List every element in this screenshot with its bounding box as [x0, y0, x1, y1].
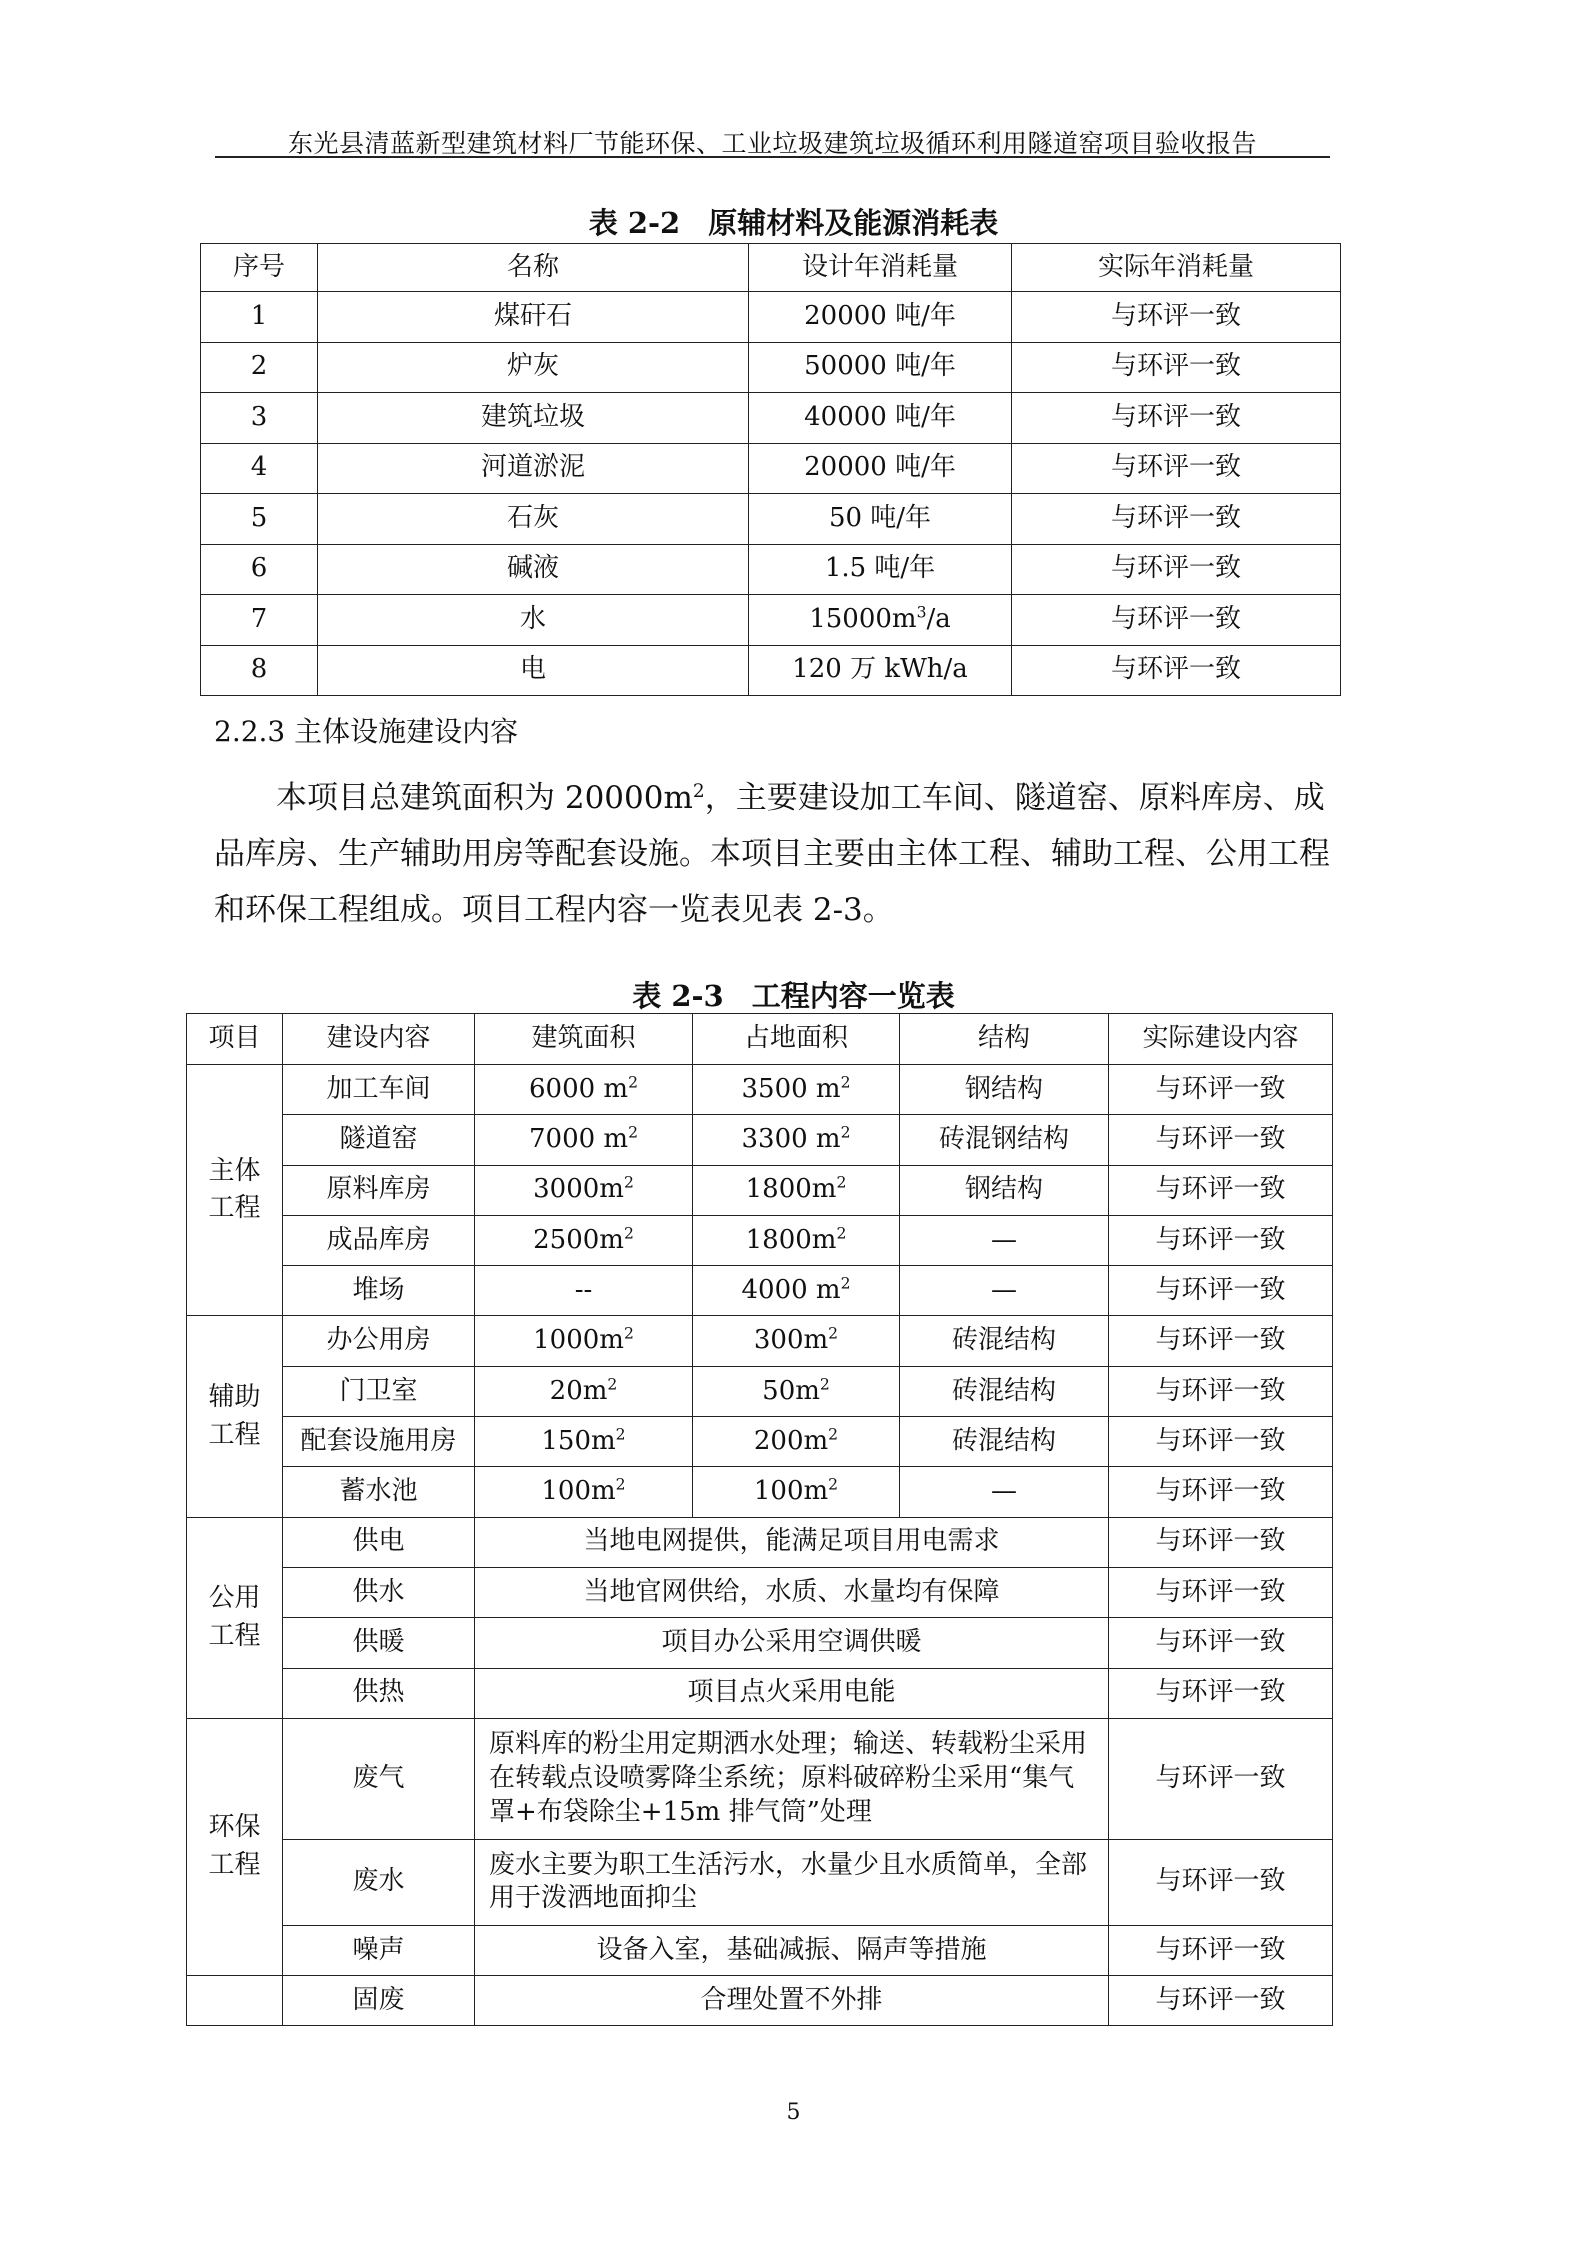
cell-structure: 砖混结构 [900, 1417, 1109, 1467]
cell-actual: 与环评一致 [1109, 1065, 1333, 1115]
cell-land-area: $50m^2$ [693, 1366, 900, 1416]
cell-description: 当地官网供给，水质、水量均有保障 [475, 1567, 1109, 1617]
cell-design: $15000m^3/a$ [749, 595, 1012, 646]
cell-actual: 与环评一致 [1109, 1316, 1333, 1366]
cell-actual: 与环评一致 [1109, 1115, 1333, 1165]
cell-actual: 与环评一致 [1109, 1215, 1333, 1265]
cell-build-area: $3000m^2$ [475, 1165, 693, 1215]
table-row [187, 1065, 1333, 1115]
caption-text: 原辅材料及能源消耗表 [708, 206, 999, 240]
cell-actual: 与环评一致 [1109, 1165, 1333, 1215]
cell-no: 6 [201, 544, 318, 595]
cell-no: 8 [201, 645, 318, 696]
cell-build-area: $2500m^2$ [475, 1215, 693, 1265]
cell-no: 2 [201, 342, 318, 393]
table-2-2 [200, 243, 1341, 696]
table-row [201, 544, 1341, 595]
cell-land-area: $1800m^2$ [693, 1165, 900, 1215]
cell-item: 隧道窑 [283, 1115, 475, 1165]
category-cell: 主体 工程 [187, 1065, 283, 1316]
cell-name: 炉灰 [318, 342, 749, 393]
table-2-3-caption [0, 974, 1587, 1015]
table-row [201, 645, 1341, 696]
cell-design: 1.5 吨/年 [749, 544, 1012, 595]
column-header: 实际建设内容 [1109, 1014, 1333, 1065]
cell-item: 堆场 [283, 1266, 475, 1316]
table-row [187, 1417, 1333, 1467]
column-header: 结构 [900, 1014, 1109, 1065]
cell-item: 加工车间 [283, 1065, 475, 1115]
cell-item: 供热 [283, 1668, 475, 1718]
cell-actual: 与环评一致 [1109, 1718, 1333, 1839]
cell-land-area: $300m^2$ [693, 1316, 900, 1366]
cell-no: 1 [201, 292, 318, 343]
cell-actual: 与环评一致 [1012, 595, 1341, 646]
column-header: 实际年消耗量 [1012, 244, 1341, 292]
cell-structure: 钢结构 [900, 1165, 1109, 1215]
cell-name: 建筑垃圾 [318, 393, 749, 444]
table-row [201, 342, 1341, 393]
cell-build-area: $1000m^2$ [475, 1316, 693, 1366]
cell-actual: 与环评一致 [1109, 1266, 1333, 1316]
cell-design: 20000 吨/年 [749, 443, 1012, 494]
cell-name: 电 [318, 645, 749, 696]
cell-actual: 与环评一致 [1109, 1417, 1333, 1467]
cell-structure: — [900, 1215, 1109, 1265]
cell-actual: 与环评一致 [1109, 1668, 1333, 1718]
table-row [187, 1517, 1333, 1567]
cell-name: 煤矸石 [318, 292, 749, 343]
cell-item: 蓄水池 [283, 1467, 475, 1517]
column-header: 设计年消耗量 [749, 244, 1012, 292]
column-header: 建设内容 [283, 1014, 475, 1065]
cell-build-area: 6000 $m^2$ [475, 1065, 693, 1115]
cell-item: 废气 [283, 1718, 475, 1839]
cell-description: 项目办公采用空调供暖 [475, 1618, 1109, 1668]
cell-description: 当地电网提供，能满足项目用电需求 [475, 1517, 1109, 1567]
cell-name: 水 [318, 595, 749, 646]
cell-build-area: $150m^2$ [475, 1417, 693, 1467]
body-paragraph: 本项目总建筑面积为 $20000m^2$，主要建设加工车间、隧道窑、原料库房、成品库房、生产辅助用房等配套设施。本项目主要由主体工程、辅助工程、公用工程和环保工程组成。项目工程内容一览表见表 2-3。 [214, 780, 1330, 928]
category-cell: 公用 工程 [187, 1517, 283, 1718]
cell-land-area: 3300 $m^2$ [693, 1115, 900, 1165]
table-row [187, 1165, 1333, 1215]
empty-category-cell [187, 1976, 283, 2026]
table-row [187, 1366, 1333, 1416]
cell-description: 设备入室，基础减振、隔声等措施 [475, 1925, 1109, 1975]
cell-design: 120 万 kWh/a [749, 645, 1012, 696]
section-heading: 2.2.3 主体设施建设内容 [214, 715, 519, 748]
category-cell: 辅助 工程 [187, 1316, 283, 1517]
cell-structure: — [900, 1266, 1109, 1316]
table-row [187, 1316, 1333, 1366]
caption-number: 表 2-2 [588, 206, 681, 240]
cell-actual: 与环评一致 [1109, 1467, 1333, 1517]
cell-no: 4 [201, 443, 318, 494]
running-header: 东光县清蓝新型建筑材料厂节能环保、工业垃圾建筑垃圾循环利用隧道窑项目验收报告 [287, 129, 1257, 158]
cell-structure: 砖混结构 [900, 1366, 1109, 1416]
table-2-2-caption [0, 201, 1587, 242]
cell-item: 办公用房 [283, 1316, 475, 1366]
cell-design: 50000 吨/年 [749, 342, 1012, 393]
table-row [187, 1266, 1333, 1316]
table-row [187, 1567, 1333, 1617]
table-row [201, 292, 1341, 343]
column-header: 建筑面积 [475, 1014, 693, 1065]
table-row [201, 443, 1341, 494]
cell-actual: 与环评一致 [1012, 342, 1341, 393]
header-rule [215, 156, 1330, 158]
table-row [187, 1115, 1333, 1165]
table-row [187, 1839, 1333, 1925]
cell-land-area: $200m^2$ [693, 1417, 900, 1467]
cell-description: 废水主要为职工生活污水，水量少且水质简单，全部用于泼洒地面抑尘 [475, 1839, 1109, 1925]
column-header: 序号 [201, 244, 318, 292]
cell-item: 供水 [283, 1567, 475, 1617]
cell-design: 20000 吨/年 [749, 292, 1012, 343]
table-row [187, 1618, 1333, 1668]
cell-item: 成品库房 [283, 1215, 475, 1265]
cell-land-area: 3500 $m^2$ [693, 1065, 900, 1115]
caption-number: 表 2-3 [632, 979, 724, 1013]
cell-actual: 与环评一致 [1012, 544, 1341, 595]
cell-item: 原料库房 [283, 1165, 475, 1215]
cell-build-area: $20m^2$ [475, 1366, 693, 1416]
cell-item: 配套设施用房 [283, 1417, 475, 1467]
table-2-3 [186, 1013, 1333, 2026]
table-row [187, 1718, 1333, 1839]
cell-build-area: $100m^2$ [475, 1467, 693, 1517]
table-row [187, 1976, 1333, 2026]
cell-no: 7 [201, 595, 318, 646]
cell-build-area: -- [475, 1266, 693, 1316]
cell-name: 河道淤泥 [318, 443, 749, 494]
cell-name: 石灰 [318, 494, 749, 545]
cell-actual: 与环评一致 [1109, 1618, 1333, 1668]
cell-actual: 与环评一致 [1109, 1925, 1333, 1975]
cell-actual: 与环评一致 [1109, 1517, 1333, 1567]
table-row [187, 1925, 1333, 1975]
cell-no: 3 [201, 393, 318, 444]
cell-actual: 与环评一致 [1109, 1839, 1333, 1925]
cell-actual: 与环评一致 [1109, 1366, 1333, 1416]
cell-structure: 砖混结构 [900, 1316, 1109, 1366]
cell-actual: 与环评一致 [1012, 393, 1341, 444]
cell-actual: 与环评一致 [1109, 1976, 1333, 2026]
cell-structure: 钢结构 [900, 1065, 1109, 1115]
cell-structure: — [900, 1467, 1109, 1517]
cell-description: 合理处置不外排 [475, 1976, 1109, 2026]
cell-actual: 与环评一致 [1109, 1567, 1333, 1617]
cell-item: 供电 [283, 1517, 475, 1567]
cell-actual: 与环评一致 [1012, 494, 1341, 545]
cell-actual: 与环评一致 [1012, 645, 1341, 696]
cell-item: 门卫室 [283, 1366, 475, 1416]
cell-land-area: $100m^2$ [693, 1467, 900, 1517]
cell-build-area: 7000 $m^2$ [475, 1115, 693, 1165]
cell-name: 碱液 [318, 544, 749, 595]
cell-item: 固废 [283, 1976, 475, 2026]
cell-description: 项目点火采用电能 [475, 1668, 1109, 1718]
table-row [187, 1467, 1333, 1517]
column-header: 项目 [187, 1014, 283, 1065]
table-row [201, 393, 1341, 444]
cell-actual: 与环评一致 [1012, 443, 1341, 494]
cell-no: 5 [201, 494, 318, 545]
cell-actual: 与环评一致 [1012, 292, 1341, 343]
page-number: 5 [786, 2100, 801, 2125]
cell-item: 废水 [283, 1839, 475, 1925]
category-cell: 环保 工程 [187, 1718, 283, 1975]
cell-item: 噪声 [283, 1925, 475, 1975]
cell-design: 40000 吨/年 [749, 393, 1012, 444]
cell-land-area: 4000 $m^2$ [693, 1266, 900, 1316]
caption-text: 工程内容一览表 [751, 979, 955, 1013]
cell-structure: 砖混钢结构 [900, 1115, 1109, 1165]
table-header-row [201, 244, 1341, 292]
cell-land-area: $1800m^2$ [693, 1215, 900, 1265]
table-header-row [187, 1014, 1333, 1065]
cell-design: 50 吨/年 [749, 494, 1012, 545]
column-header: 名称 [318, 244, 749, 292]
table-row [187, 1215, 1333, 1265]
table-row [187, 1668, 1333, 1718]
column-header: 占地面积 [693, 1014, 900, 1065]
cell-description: 原料库的粉尘用定期洒水处理；输送、转载粉尘采用在转载点设喷雾降尘系统；原料破碎粉尘采用“集气罩+布袋除尘+15m 排气筒”处理 [475, 1718, 1109, 1839]
table-row [201, 494, 1341, 545]
cell-item: 供暖 [283, 1618, 475, 1668]
table-row [201, 595, 1341, 646]
